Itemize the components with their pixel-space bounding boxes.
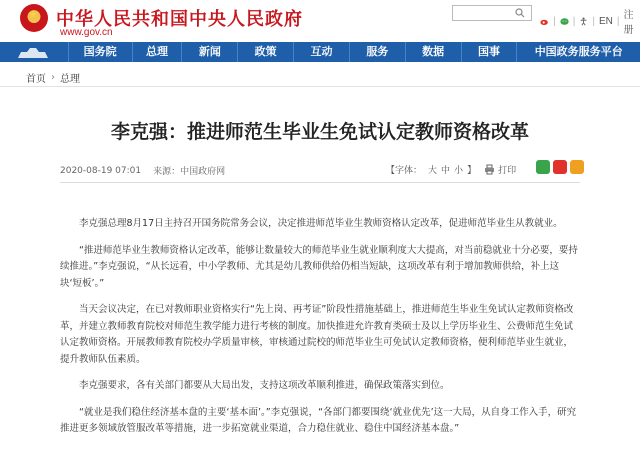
site-url[interactable]: www.gov.cn [60, 27, 113, 38]
font-large-button[interactable]: 大 [428, 166, 438, 176]
accessibility-icon[interactable] [579, 16, 588, 27]
national-emblem-logo[interactable] [20, 4, 48, 32]
font-size-close: 】 [467, 166, 477, 176]
nav-item-state-council[interactable]: 国务院 [68, 42, 132, 62]
share-qzone-icon[interactable] [570, 160, 584, 174]
font-medium-button[interactable]: 中 [441, 166, 451, 176]
share-wechat-icon[interactable] [536, 160, 550, 174]
article-source: 来源：中国政府网 [153, 167, 226, 177]
article-paragraph: “就业是我们稳住经济基本盘的主要‘基本面’。”李克强说，“各部门都要围绕‘就业优先’这一大局，从自身工作入手，研究推进更多领域放管服改革等措施，进一步拓宽就业渠道，合力稳住就业、稳住中国经济基本盘。” [60, 406, 577, 434]
breadcrumb-separator: › [51, 72, 55, 83]
divider [0, 86, 640, 87]
nav-item-news[interactable]: 新闻 [181, 42, 237, 62]
print-link[interactable]: 打印 [498, 166, 517, 176]
share-weibo-icon[interactable] [553, 160, 567, 174]
article-paragraph: 李克强要求，各有关部门都要从大局出发，支持这项改革顺利推进，确保政策落实到位。 [79, 380, 450, 391]
nav-item-premier[interactable]: 总理 [132, 42, 182, 62]
nav-item-service[interactable]: 服务 [349, 42, 405, 62]
article-tools [386, 163, 516, 176]
nav-item-interaction[interactable]: 互动 [293, 42, 349, 62]
font-small-button[interactable]: 小 [454, 166, 464, 176]
nav-item-policy[interactable]: 政策 [237, 42, 293, 62]
publish-date: 2020-08-19 07:01 [60, 165, 142, 176]
wechat-icon[interactable] [560, 16, 569, 27]
article-meta [60, 164, 237, 177]
share-buttons [536, 160, 584, 174]
breadcrumb-current[interactable]: 总理 [60, 74, 80, 85]
article-paragraph: 李克强总理8月17日主持召开国务院常务会议，决定推进师范毕业生教师资格认定改革，促进师范毕业生从教就业。 [79, 218, 563, 229]
top-links: | | | EN | 注册 [540, 6, 640, 36]
meta-divider [60, 182, 580, 183]
breadcrumb-home[interactable]: 首页 [26, 74, 46, 85]
nav-item-data[interactable]: 数据 [405, 42, 461, 62]
article-paragraph: 当天会议决定，在已对教师职业资格实行“先上岗、再考证”阶段性措施基础上，推进师范生毕业生免试认定教师资格改革，并建立教师教育院校对师范生教学能力进行考核的制度。加快推进允许教育类硕士及以上学历毕业生、公费师范生免试认定教师资格。开展教师教育院校办学质量审核，审核通过院校的师范毕业生可免试认定教师资格，便利师范毕业生就业，提升教师队伍素质。 [60, 304, 574, 365]
search-button[interactable] [510, 6, 530, 20]
article-body [60, 216, 580, 448]
font-size-label: 【字体： [386, 166, 423, 176]
breadcrumb [26, 70, 80, 85]
english-link[interactable]: EN [599, 15, 613, 27]
main-nav [0, 42, 640, 62]
nav-item-state-affairs[interactable]: 国事 [461, 42, 517, 62]
print-icon[interactable] [484, 164, 495, 175]
site-title[interactable]: 中华人民共和国中央人民政府 [56, 9, 303, 30]
weibo-icon[interactable] [540, 16, 549, 27]
article-paragraph: “推进师范毕业生教师资格认定改革，能够让数量较大的师范毕业生就业顺利度大大提高，对当前稳就业十分必要，要持续推进。”李克强说，“从长远看，中小学教师、尤其是幼儿教师供给仍相当短缺，这项改革有利于增加教师供给，补上这块‘短板’。” [60, 244, 578, 289]
article-title: 李克强：推进师范生毕业生免试认定教师资格改革 [110, 121, 529, 143]
nav-item-service-platform[interactable]: 中国政务服务平台 [516, 42, 640, 62]
site-header [0, 0, 640, 42]
gate-logo[interactable] [0, 42, 68, 62]
register-link[interactable]: 注册 [623, 10, 634, 36]
search-icon [515, 8, 525, 18]
